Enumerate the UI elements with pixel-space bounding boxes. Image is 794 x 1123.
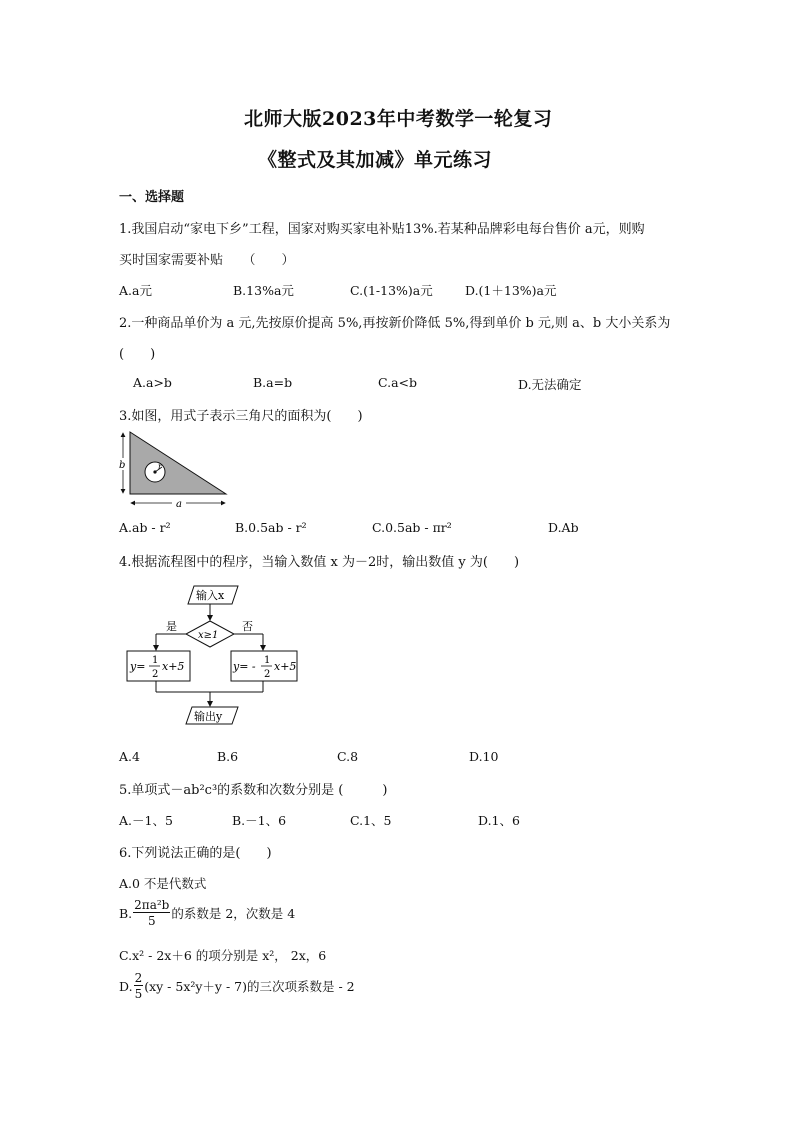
question-1-line-1: 1.我国启动“家电下乡”工程，国家对购买家电补贴13%.若某种品牌彩电每台售价 a元，则购 — [119, 222, 645, 237]
question-1-option-a: A.a元 — [119, 283, 152, 298]
page-title: 北师大版2023年中考数学一轮复习 — [244, 108, 553, 130]
option-b-prefix: B. — [119, 905, 133, 921]
flow-no-label: 否 — [242, 620, 253, 633]
question-4-text: 4.根据流程图中的程序，当输入数值 x 为－2时，输出数值 y 为( ) — [119, 555, 520, 570]
flow-output-label: 输出y — [194, 710, 223, 723]
question-2-option-b: B.a=b — [253, 375, 293, 390]
question-5-option-a: A.－1、5 — [119, 813, 173, 828]
flow-input-label: 输入x — [196, 589, 225, 602]
flowchart-figure — [120, 582, 302, 728]
question-6-option-d — [119, 972, 355, 1000]
option-b-fraction — [133, 899, 170, 927]
option-b-numerator: 2πa²b — [134, 898, 170, 912]
option-d-prefix: D. — [119, 978, 133, 994]
label-r: r — [158, 462, 162, 471]
question-4-option-b: B.6 — [217, 749, 239, 764]
flow-condition: x≥1 — [198, 630, 219, 641]
option-d-numerator: 2 — [134, 971, 143, 985]
question-1-option-d: D.(1＋13%)a元 — [465, 283, 557, 298]
section-heading: 一、选择题 — [119, 190, 185, 205]
triangle-ruler-figure — [114, 428, 234, 510]
flow-left-suffix: x+5 — [162, 660, 185, 673]
option-b-suffix: 的系数是 2，次数是 4 — [171, 906, 296, 921]
question-4-option-a: A.4 — [119, 749, 140, 764]
question-2-line-2: ( ) — [119, 347, 156, 362]
question-5-option-c: C.1、5 — [350, 813, 392, 828]
flow-right-prefix: y= - — [233, 660, 256, 673]
question-4-option-c: C.8 — [337, 749, 359, 764]
option-d-fraction — [134, 972, 144, 1000]
question-6-option-c: C.x² - 2x＋6 的项分别是 x²， 2x，6 — [119, 948, 327, 963]
flow-right-num: 1 — [264, 655, 271, 666]
question-1-option-c: C.(1-13%)a元 — [350, 283, 433, 298]
question-1-option-b: B.13%a元 — [233, 283, 294, 298]
question-3-option-c: C.0.5ab - πr² — [372, 520, 452, 535]
question-3-option-d: D.Ab — [548, 520, 579, 535]
question-4-option-d: D.10 — [469, 749, 499, 764]
question-6-option-b — [119, 899, 295, 927]
page-subtitle: 《整式及其加减》单元练习 — [258, 149, 493, 171]
option-d-denominator: 5 — [134, 987, 143, 1001]
question-3-text: 3.如图，用式子表示三角尺的面积为( ) — [119, 409, 363, 424]
flow-left-den: 2 — [152, 669, 159, 680]
question-3-option-b: B.0.5ab - r² — [235, 520, 307, 535]
flow-right-den: 2 — [264, 669, 271, 680]
flow-right-suffix: x+5 — [274, 660, 297, 673]
flow-yes-label: 是 — [166, 620, 177, 633]
question-2-option-c: C.a<b — [378, 375, 418, 390]
question-5-option-d: D.1、6 — [478, 813, 520, 828]
question-6-text: 6.下列说法正确的是( ) — [119, 846, 272, 861]
option-d-suffix: (xy - 5x²y＋y - 7)的三次项系数是 - 2 — [144, 979, 355, 994]
question-3-option-a: A.ab - r² — [119, 520, 171, 535]
option-b-denominator: 5 — [147, 914, 156, 928]
question-2-line-1: 2.一种商品单价为 a 元,先按原价提高 5%,再按新价降低 5%,得到单价 b 元,则 a、b 大小关系为 — [119, 316, 671, 331]
question-6-option-a: A.0 不是代数式 — [119, 876, 207, 891]
label-b: b — [119, 460, 126, 471]
triangle-shape — [130, 432, 226, 494]
question-2-option-d: D.无法确定 — [518, 377, 582, 392]
flow-left-prefix: y= — [130, 660, 146, 673]
question-1-line-2: 买时国家需要补贴 （ ） — [119, 253, 295, 268]
flow-left-num: 1 — [152, 655, 159, 666]
question-5-text: 5.单项式－ab²c³的系数和次数分别是 ( ) — [119, 783, 388, 798]
question-5-option-b: B.－1、6 — [232, 813, 287, 828]
label-a: a — [176, 499, 182, 510]
question-2-option-a: A.a>b — [133, 375, 172, 390]
